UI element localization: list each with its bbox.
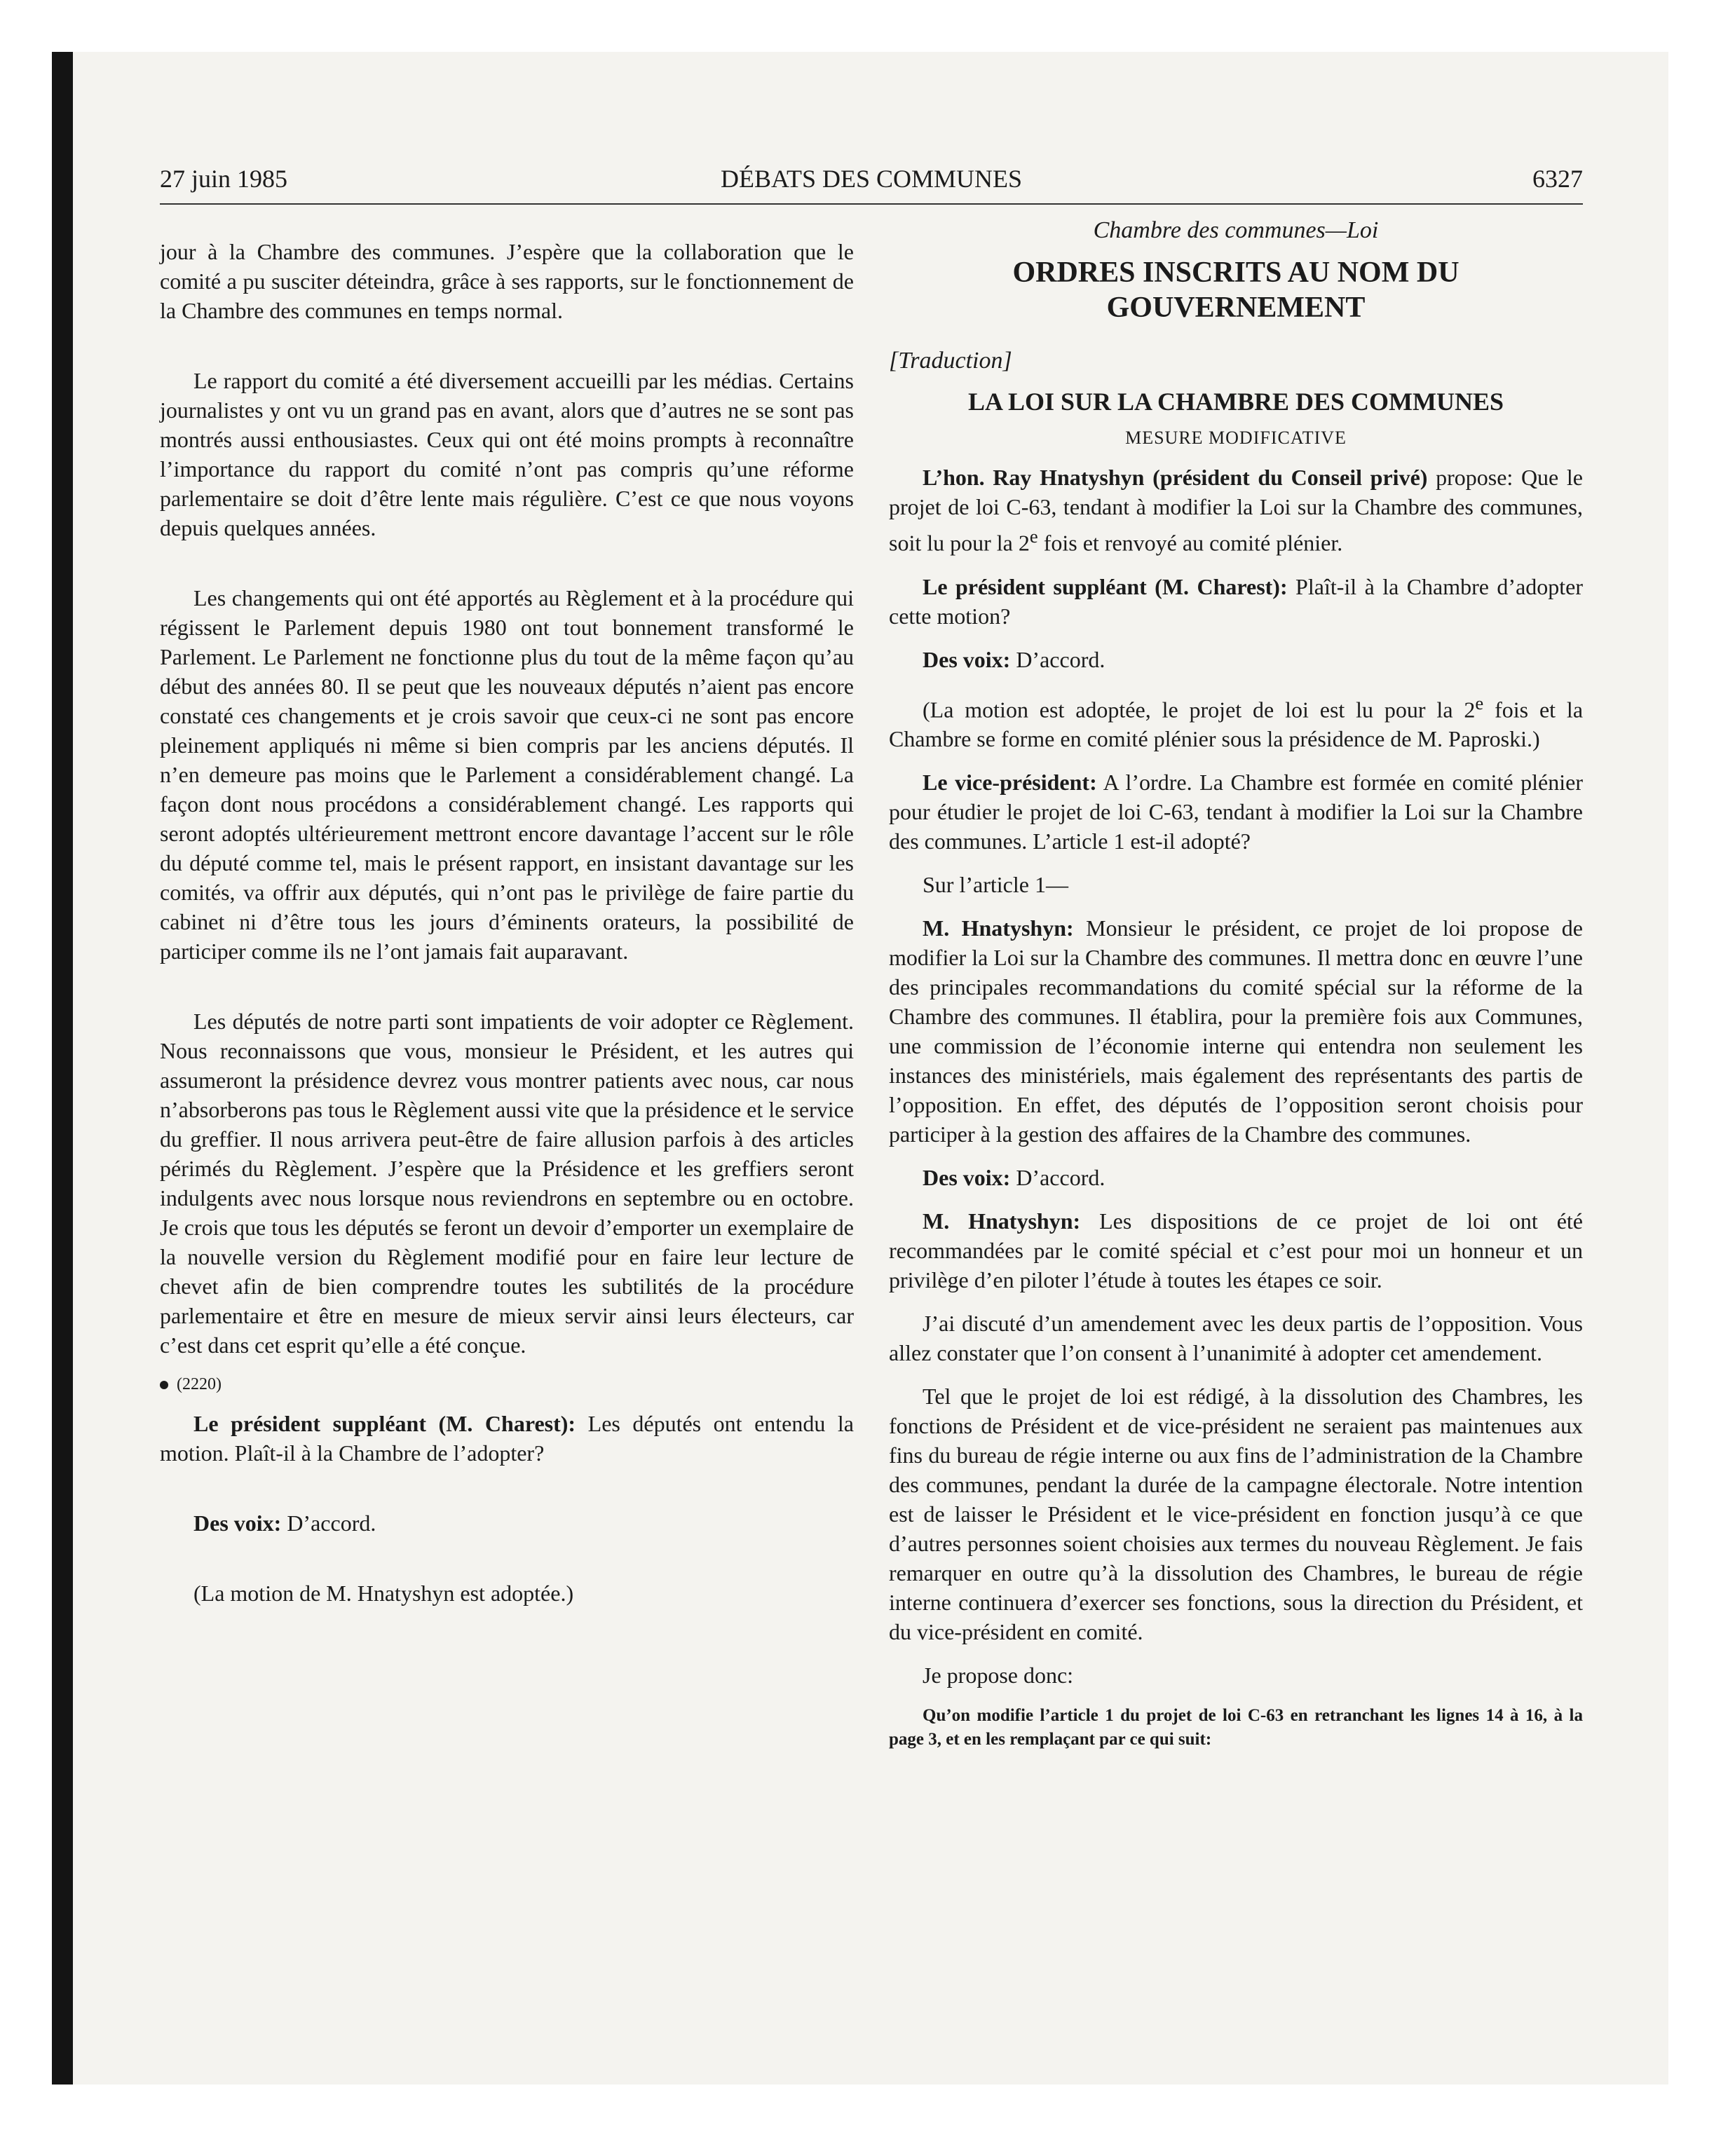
left-column xyxy=(160,237,854,1622)
speaker-name: L’hon. Ray Hnatyshyn (président du Conseil privé) xyxy=(923,465,1428,490)
section-label: Chambre des communes—Loi xyxy=(1093,217,1379,243)
time-marker-text: (2220) xyxy=(177,1375,222,1393)
speech xyxy=(160,1508,854,1538)
bill-subtitle: MESURE MODIFICATIVE xyxy=(1125,428,1347,448)
paragraph: Tel que le projet de loi est rédigé, à la dissolution des Chambres, les fonctions de Président et de vice-président ne seraient pas maintenues aux fins du bureau de régie interne ou aux fins de l’administration de la Chambre des communes, pendant la durée de la campagne électorale. Notre intention est de laisser le Président et le vice-président en fonction jusqu’à ce que d’autres personnes soient choisies aux termes du nouveau Règlement. Je fais remarquer en outre qu’à la dissolution des Chambres, le bureau de régie interne continuera d’exercer ses fonctions, sous la direction du Président, et du vice-président en comité. xyxy=(889,1384,1583,1645)
translation-note: [Traduction] xyxy=(889,348,1012,374)
speech xyxy=(889,463,1583,558)
speech-text: fois et renvoyé au comité plénier. xyxy=(1043,530,1343,556)
speech-text: (La motion est adoptée, le projet de loi est lu pour la 2 xyxy=(923,697,1476,723)
speaker-name: Des voix: xyxy=(193,1510,282,1536)
right-column xyxy=(889,216,1583,1766)
speech xyxy=(889,645,1583,674)
ordinal-sup: e xyxy=(1029,526,1038,547)
paragraph: Le rapport du comité a été diversement accueilli par les médias. Certains journalistes y ont vu un grand pas en avant, alors que d’autres ne se sont pas montrés aussi enthousiastes. Ceux qui ont été moins prompts à reconnaître l’importance du rapport du comité n’ont pas compris qu’une réforme parlementaire se doit d’être lente mais régulière. C’est ce que nous voyons depuis quelques années. xyxy=(160,368,854,540)
paragraph: Les députés de notre parti sont impatients de voir adopter ce Règlement. Nous reconnaissons que vous, monsieur le Président, et les autres qui assumeront la présidence devrez vous montrer patients avec nous, car nous n’absorberons pas tous le Règlement aussi vite que la présidence et le service du greffier. Il nous arrivera peut-être de faire allusion parfois à des articles périmés du Règlement. J’espère que la Présidence et les greffiers seront indulgents avec nous lorsque nous reviendrons en septembre ou en octobre. Je crois que tous les députés se feront un devoir d’emporter un exemplaire de la nouvelle version du Règlement modifié pour en faire leur lecture de chevet afin de bien comprendre toutes les subtilités de la procédure parlementaire et être en mesure de mieux servir ainsi leurs électeurs, car c’est dans cet esprit qu’elle a été conçue. xyxy=(160,1009,854,1358)
speech-text: D’accord. xyxy=(287,1510,376,1536)
speech-text: Les dispositions de ce projet de loi ont été recommandées par le comité spécial et c’est pour moi un honneur et un privilège d’en piloter l’étude à toutes les étapes ce soir. xyxy=(889,1208,1584,1293)
page-header xyxy=(160,160,1583,205)
speech xyxy=(889,572,1583,631)
speech-text: propose: Que le projet de loi C-63, tendant à modifier la Loi sur la Chambre des communes, soit lu pour la 2 xyxy=(889,465,1584,556)
speaker-name: Des voix: xyxy=(923,646,1011,672)
paragraph: jour à la Chambre des communes. J’espère que la collaboration que le comité a pu susciter déteindra, grâce à ses rapports, sur le fonctionnement de la Chambre des communes en temps normal. xyxy=(160,239,854,323)
speaker-name: Le président suppléant (M. Charest): xyxy=(193,1411,576,1436)
section-title: ORDRES INSCRITS AU NOM DU GOUVERNEMENT xyxy=(1012,257,1460,324)
scan-edge xyxy=(52,52,73,2085)
speech xyxy=(889,1206,1583,1295)
header-page-number: 6327 xyxy=(1532,165,1583,193)
paragraph: (La motion de M. Hnatyshyn est adoptée.) xyxy=(193,1581,574,1606)
speech xyxy=(889,913,1583,1149)
speaker-name: Des voix: xyxy=(923,1165,1011,1191)
speech-text: Les députés ont entendu la motion. Plaît-il à la Chambre de l’adopter? xyxy=(160,1411,855,1466)
speech xyxy=(889,767,1583,856)
speaker-name: Le vice-président: xyxy=(923,770,1097,796)
paragraph: Les changements qui ont été apportés au Règlement et à la procédure qui régissent le Parlement depuis 1980 ont tout bonnement transformé le Parlement. Le Parlement ne fonctionne plus du tout de la même façon qu’au début des années 80. Il se peut que les nouveaux députés n’aient pas encore constaté ces changements et je crois savoir que ceux-ci ne sont pas encore pleinement appliqués ni même si bien compris par les anciens députés. Il n’en demeure pas moins que le Parlement a considérablement changé. La façon dont nous procédons a considérablement changé. Les rapports qui seront adoptés ultérieurement mettront encore davantage l’accent sur le rôle du député comme tel, mais le présent rapport, en insistant davantage sur les comités, va offrir aux députés, qui n’ont pas le privilège de faire partie du cabinet ni d’être tous les jours d’éminents orateurs, la possibilité de participer comme ils ne l’ont jamais fait auparavant. xyxy=(160,585,854,964)
bullet-icon xyxy=(160,1381,168,1389)
speech xyxy=(889,1163,1583,1192)
ordinal-sup: e xyxy=(1475,692,1484,714)
speaker-name: M. Hnatyshyn: xyxy=(923,915,1074,941)
time-marker xyxy=(160,1374,854,1395)
paragraph: Je propose donc: xyxy=(923,1663,1074,1688)
speech-text: D’accord. xyxy=(1016,646,1105,672)
speech-text: fois et la Chambre se forme en comité plénier sous la présidence de M. Paproski.) xyxy=(889,697,1584,752)
paragraph: J’ai discuté d’un amendement avec les deux partis de l’opposition. Vous allez constater que l’on consent à l’unanimité à adopter cet amendement. xyxy=(889,1311,1583,1366)
speech-text: A l’ordre. La Chambre est formée en comité plénier pour étudier le projet de loi C-63, tendant à modifier la Loi sur la Chambre des communes. L’article 1 est-il adopté? xyxy=(889,770,1584,854)
amendment-text: Qu’on modifie l’article 1 du projet de loi C-63 en retranchant les lignes 14 à 16, à la page 3, et en les remplaçant par ce qui suit: xyxy=(889,1706,1583,1749)
header-title: DÉBATS DES COMMUNES xyxy=(720,165,1023,193)
paragraph xyxy=(889,688,1583,754)
speech xyxy=(160,1409,854,1468)
speech-text: D’accord. xyxy=(1016,1165,1105,1191)
bill-title: LA LOI SUR LA CHAMBRE DES COMMUNES xyxy=(967,388,1504,416)
speech-text: Plaît-il à la Chambre d’adopter cette motion? xyxy=(889,573,1584,629)
header-date: 27 juin 1985 xyxy=(160,165,288,193)
speaker-name: Le président suppléant (M. Charest): xyxy=(923,573,1288,599)
speech-text: Monsieur le président, ce projet de loi propose de modifier la Loi sur la Chambre des communes. Il mettra donc en œuvre l’une des principales recommandations du comité spécial sur la réforme de la Chambre des communes. Il établira, pour la première fois aux Communes, une commission de l’économie interne qui entendra non seulement les instances des ministériels, mais également des représentants des partis de l’opposition. En effet, des députés de l’opposition seront choisis pour participer à la gestion des affaires de la Chambre des communes. xyxy=(889,915,1584,1147)
speaker-name: M. Hnatyshyn: xyxy=(923,1208,1081,1234)
paragraph: Sur l’article 1— xyxy=(923,872,1068,898)
